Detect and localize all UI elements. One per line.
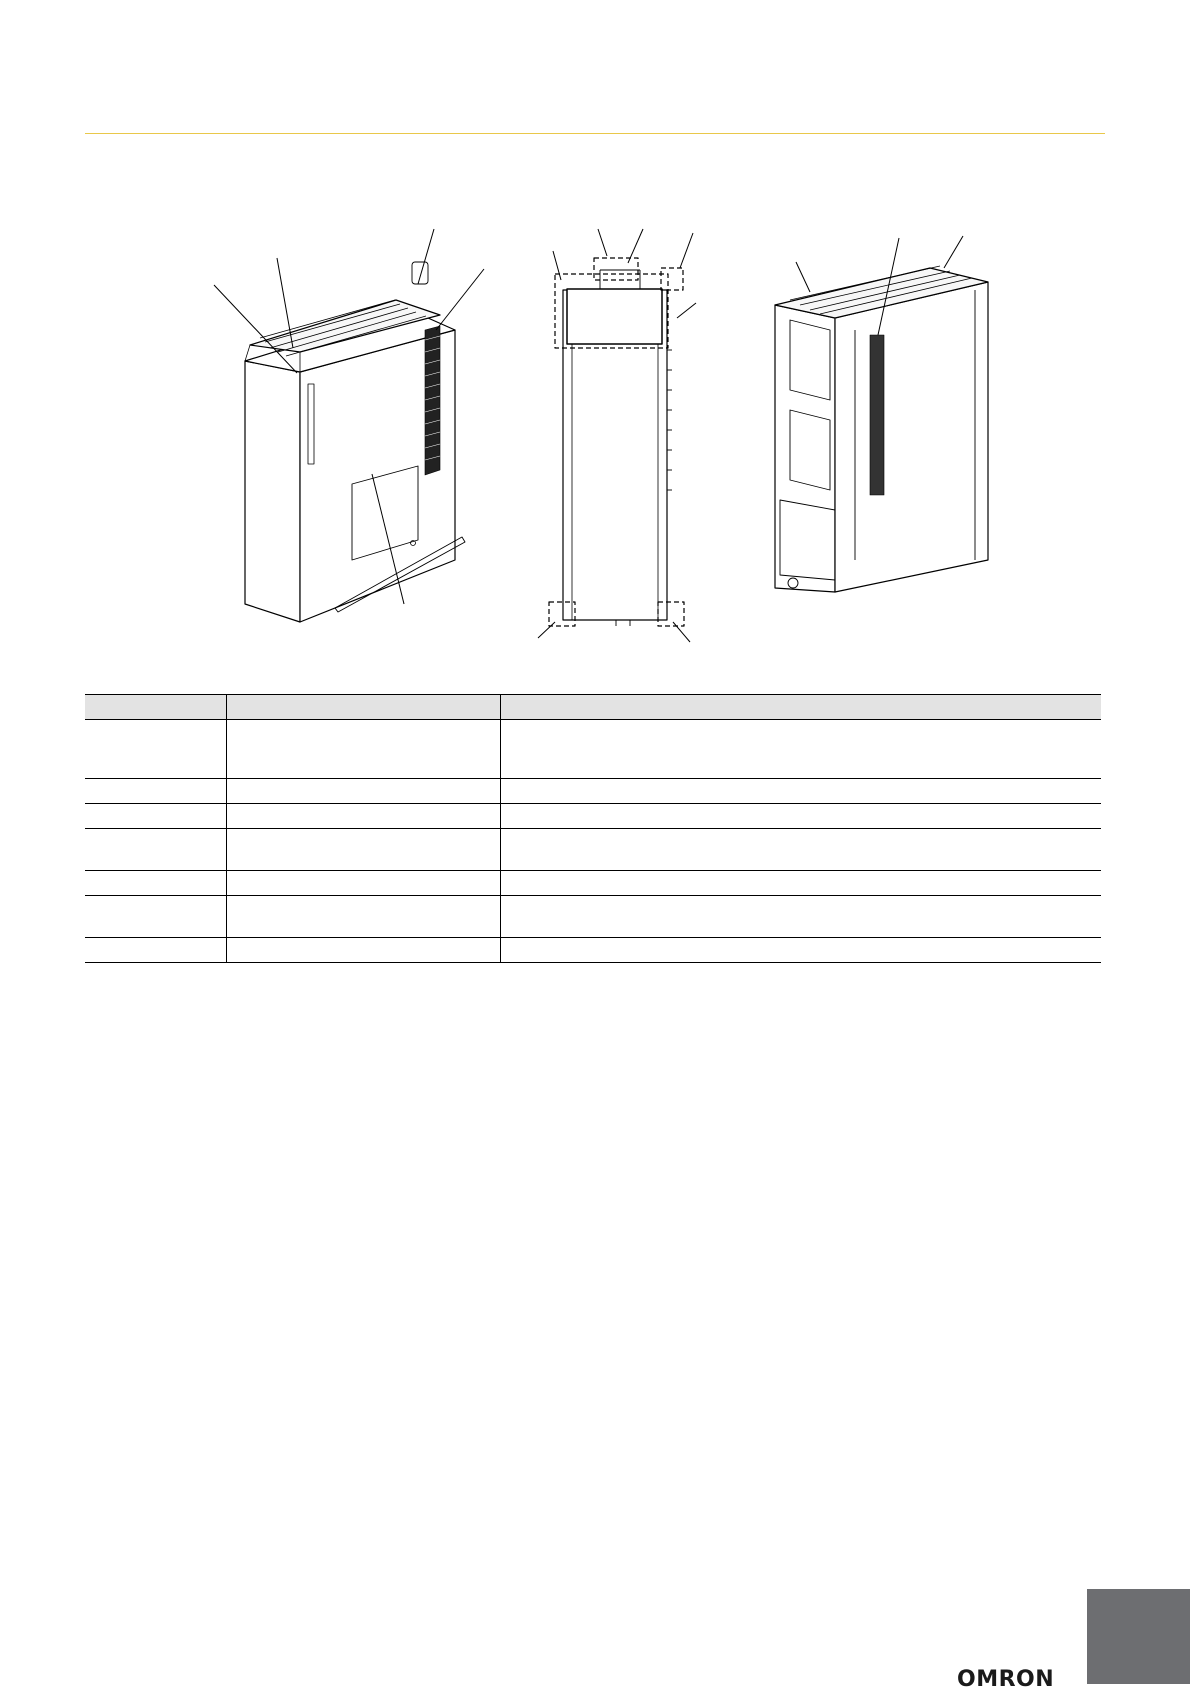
table-row	[85, 720, 1101, 779]
table-cell	[85, 871, 226, 896]
table-cell	[85, 829, 226, 871]
table-cell	[85, 896, 226, 938]
table-header-row	[85, 695, 1101, 720]
table-row	[85, 804, 1101, 829]
table-row	[85, 938, 1101, 963]
table-cell	[500, 896, 1101, 938]
table-cell	[85, 804, 226, 829]
table-header-cell	[226, 695, 500, 720]
table-cell	[500, 938, 1101, 963]
unit-rear-view	[775, 266, 988, 592]
table-cell	[500, 779, 1101, 804]
omron-logo: OMRON	[957, 1667, 1055, 1692]
table-cell	[226, 829, 500, 871]
table-cell	[85, 720, 226, 779]
table-cell	[226, 804, 500, 829]
unit-side-view	[549, 258, 684, 626]
table-cell	[500, 804, 1101, 829]
page-number-tab	[1087, 1589, 1190, 1684]
table-cell	[226, 871, 500, 896]
table-cell	[226, 779, 500, 804]
unit-front-view	[245, 262, 465, 622]
table-cell	[85, 779, 226, 804]
table-cell	[85, 938, 226, 963]
table-row	[85, 829, 1101, 871]
table-cell	[226, 938, 500, 963]
product-figure	[0, 0, 1190, 660]
table-header-cell	[500, 695, 1101, 720]
parts-table-body	[85, 720, 1101, 963]
table-cell	[226, 720, 500, 779]
table-row	[85, 871, 1101, 896]
table-cell	[500, 720, 1101, 779]
table-cell	[500, 871, 1101, 896]
table-cell	[226, 896, 500, 938]
parts-table	[85, 694, 1101, 963]
table-row	[85, 779, 1101, 804]
table-cell	[500, 829, 1101, 871]
table-header-cell	[85, 695, 226, 720]
table-row	[85, 896, 1101, 938]
